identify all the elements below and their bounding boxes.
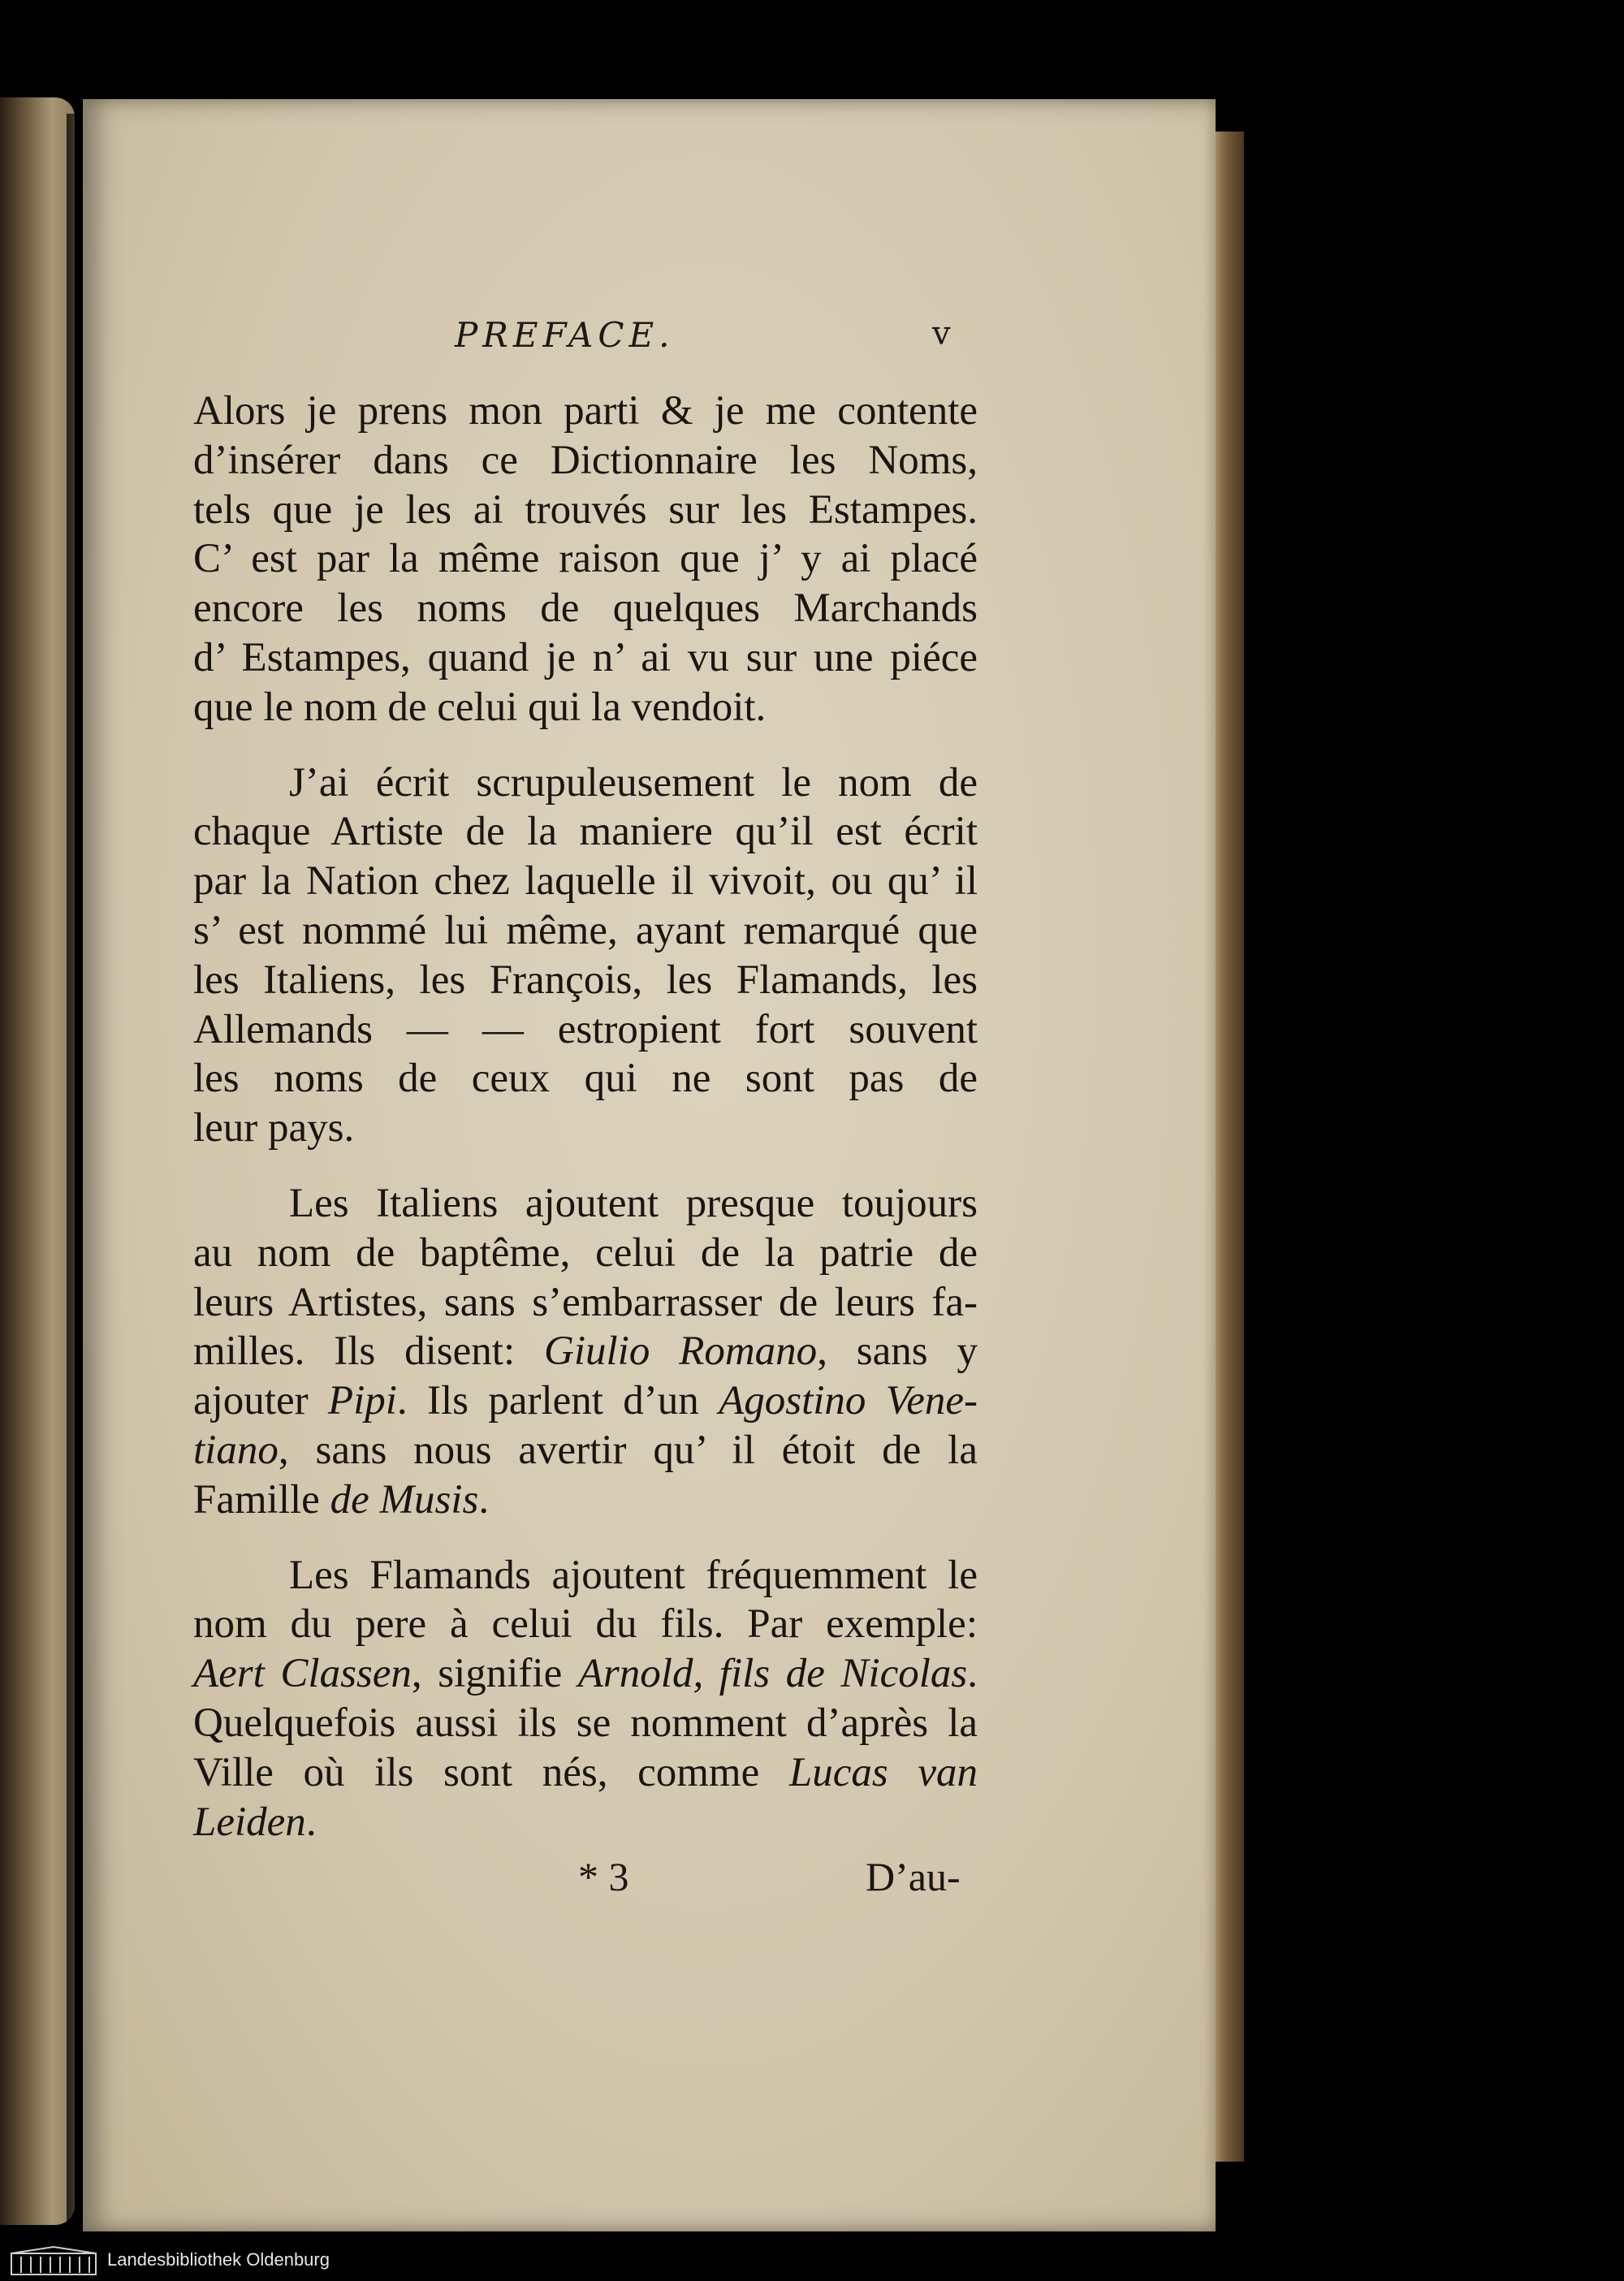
- text-line: les Italiens, les François, les Flamands, les: [193, 957, 978, 1003]
- text-line: Quelquefois aussi ils se nomment d’après la: [193, 1700, 978, 1746]
- text-line: leurs Artistes, sans s’embarrasser de leurs fa-: [193, 1279, 978, 1325]
- text-line: Aert Classen, signifie Arnold, fils de Nicolas.: [193, 1651, 978, 1697]
- text-line: que le nom de celui qui la vendoit.: [193, 684, 767, 730]
- paragraph: [193, 1551, 978, 1847]
- library-building-icon: [10, 2245, 97, 2276]
- text-line: Allemands — — estropient fort souvent: [193, 1006, 978, 1052]
- catchword: D’au-: [866, 1854, 961, 1899]
- text-line: tiano, sans nous avertir qu’ il étoit de la: [193, 1427, 978, 1473]
- text-line: Alors je prens mon parti & je me contente: [193, 388, 978, 434]
- text-line: milles. Ils disent: Giulio Romano, sans y: [193, 1328, 978, 1375]
- paragraph: [193, 387, 978, 732]
- text-line: Leiden.: [193, 1799, 317, 1845]
- text-line: Les Flamands ajoutent fréquemment le: [289, 1552, 978, 1598]
- signature-mark: * 3: [578, 1854, 629, 1899]
- right-book-edge: [1212, 132, 1244, 2162]
- text-line: nom du pere à celui du fils. Par exemple:: [193, 1601, 978, 1648]
- text-line: au nom de baptême, celui de la patrie de: [193, 1229, 978, 1276]
- paragraph: [193, 758, 978, 1153]
- page-number: v: [932, 315, 951, 352]
- body-text: [193, 387, 978, 1847]
- text-line: Ville où ils sont nés, comme Lucas van: [193, 1749, 978, 1795]
- text-line: Famille de Musis.: [193, 1476, 490, 1523]
- text-line: s’ est nommé lui même, ayant remarqué que: [193, 907, 978, 953]
- text-line: d’insérer dans ce Dictionnaire les Noms,: [193, 437, 978, 483]
- text-line: J’ai écrit scrupuleusement le nom de: [289, 759, 978, 806]
- text-line: les noms de ceux qui ne sont pas de: [193, 1056, 978, 1102]
- text-line: ajouter Pipi. Ils parlent d’un Agostino Vene-: [193, 1378, 978, 1424]
- text-line: encore les noms de quelques Marchands: [193, 585, 978, 632]
- text-line: leur pays.: [193, 1105, 355, 1151]
- library-watermark-label: Landesbibliothek Oldenburg: [107, 2249, 330, 2270]
- text-line: Les Italiens ajoutent presque toujours: [289, 1180, 978, 1226]
- text-line: chaque Artiste de la maniere qu’il est écrit: [193, 809, 978, 855]
- paragraph: [193, 1179, 978, 1525]
- left-page-edge: [0, 97, 75, 2225]
- text-line: d’ Estampes, quand je n’ ai vu sur une piéce: [193, 634, 978, 680]
- running-head: PREFACE.: [455, 315, 675, 355]
- text-line: C’ est par la même raison que j’ y ai placé: [193, 536, 978, 582]
- text-line: tels que je les ai trouvés sur les Estampes.: [193, 486, 978, 533]
- text-line: par la Nation chez laquelle il vivoit, ou qu’ il: [193, 858, 978, 905]
